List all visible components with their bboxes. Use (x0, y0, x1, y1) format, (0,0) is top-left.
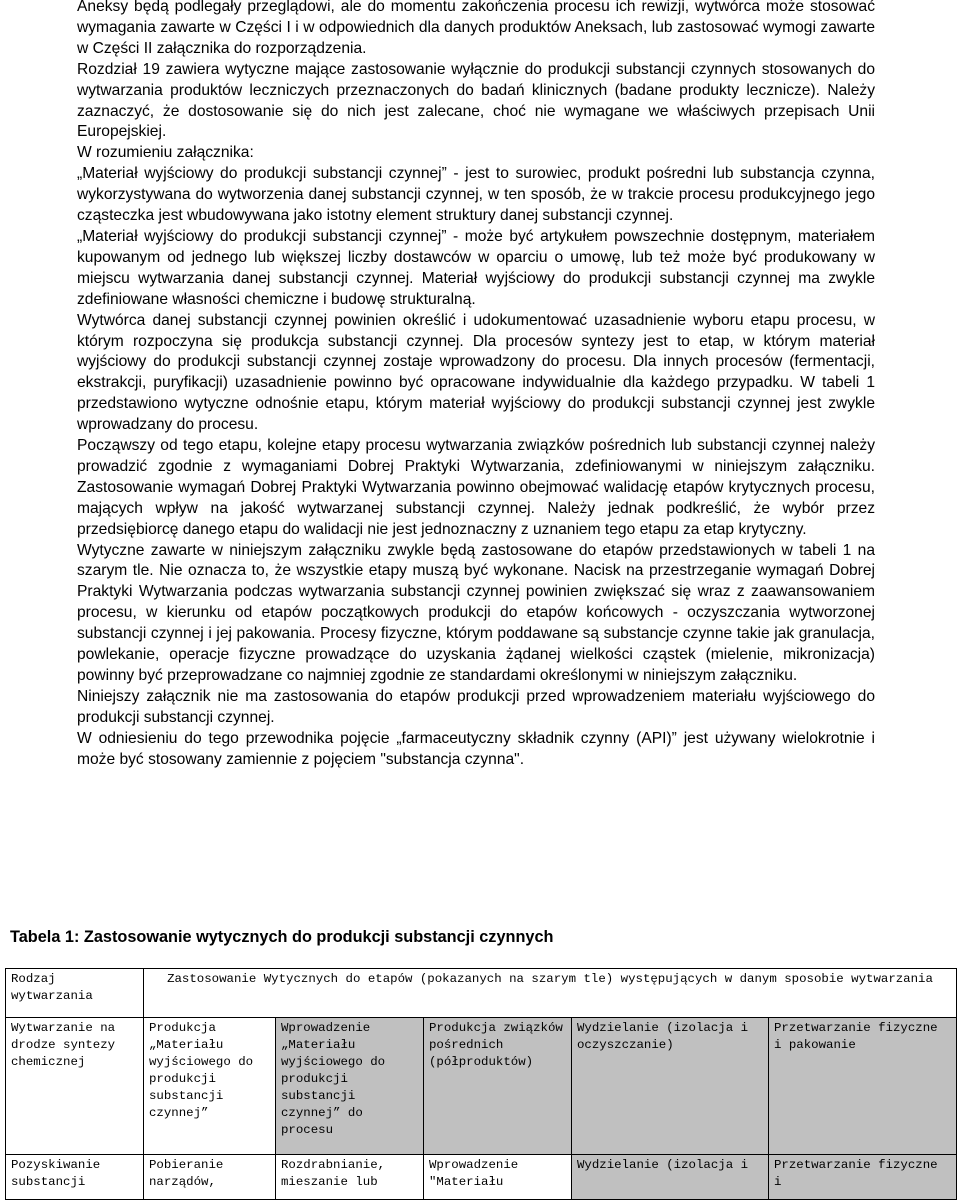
table-row (6, 1155, 957, 1200)
process-table (5, 968, 957, 1200)
body-text (77, 0, 875, 771)
table-header-row (6, 969, 957, 1018)
paragraph: W odniesieniu do tego przewodnika pojęcie „farmaceutyczny składnik czynny (API)” jest używany wielokrotnie i może być stosowany zamiennie z pojęciem "substancja czynna". (77, 729, 875, 768)
header-left-cell: Rodzaj wytwarzania (6, 969, 144, 1018)
paragraph: Niniejszy załącznik nie ma zastosowania do etapów produkcji przed wprowadzeniem materiału wyjściowego do produkcji substancji czynnej. (77, 687, 875, 726)
table-cell-shaded: Przetwarzanie fizyczne i pakowanie (769, 1018, 957, 1155)
paragraph: „Materiał wyjściowy do produkcji substancji czynnej” - może być artykułem powszechnie dostępnym, materiałem kupowanym od jednego lub większej liczby dostawców w oparciu o umowę, lub też może być produkowany w miejscu wytwarzania danej substancji czynnej. Materiał wyjściowy do produkcji substancji czynnej ma zwykle zdefiniowane własności chemiczne i budowę strukturalną. (77, 227, 875, 308)
table-cell: Wprowadzenie "Materiału (424, 1155, 572, 1200)
paragraph: Rozdział 19 zawiera wytyczne mające zastosowanie wyłącznie do produkcji substancji czynnych stosowanych do wytwarzania produktów leczniczych przeznaczonych do badań klinicznych (badane produkty lecznicze). Należy zaznaczyć, że dostosowanie się do nich jest zalecane, choć nie wymagane we właściwych przepisach Unii Europejskiej. (77, 60, 875, 141)
header-right-cell: Zastosowanie Wytycznych do etapów (pokazanych na szarym tle) występujących w danym sposobie wytwarzania (144, 969, 957, 1018)
table-title: Tabela 1: Zastosowanie wytycznych do produkcji substancji czynnych (10, 928, 554, 946)
paragraph: Wytyczne zawarte w niniejszym załączniku zwykle będą zastosowane do etapów przedstawionych w tabeli 1 na szarym tle. Nie oznacza to, że wszystkie etapy muszą być wykonane. Nacisk na przestrzeganie wymagań Dobrej Praktyki Wytwarzania podczas wytwarzania substancji czynnej powinien zwiększać się wraz z zaawansowaniem procesu, w kierunku od etapów początkowych produkcji do etapów końcowych - oczyszczania wytworzonej substancji czynnej i jej pakowania. Procesy fizyczne, którym poddawane są substancje czynne takie jak granulacja, powlekanie, operacje fizyczne prowadzące do uzyskania żądanej wielkości cząstek (mielenie, mikronizacja) powinny być przeprowadzane co najmniej zgodnie ze standardami określonymi w niniejszym załączniku. (77, 541, 875, 684)
table-cell-shaded: Wprowadzenie „Materiału wyjściowego do produkcji substancji czynnej” do procesu (276, 1018, 424, 1155)
paragraph: Począwszy od tego etapu, kolejne etapy procesu wytwarzania związków pośrednich lub substancji czynnej należy prowadzić zgodnie z wymaganiami Dobrej Praktyki Wytwarzania, zdefiniowanymi w niniejszym załączniku. Zastosowanie wymagań Dobrej Praktyki Wytwarzania powinno obejmować walidację etapów krytycznych procesu, mających wpływ na jakość wytwarzanej substancji czynnej. Należy jednak podkreślić, że wybór przez przedsiębiorcę danego etapu do walidacji nie jest jednoznaczny z uznaniem tego etapu za etap krytyczny. (77, 437, 875, 538)
table-cell-shaded: Przetwarzanie fizyczne i (769, 1155, 957, 1200)
table-cell: Pozyskiwanie substancji (6, 1155, 144, 1200)
paragraph: Wytwórca danej substancji czynnej powinien określić i udokumentować uzasadnienie wyboru etapu procesu, w którym rozpoczyna się produkcja substancji czynnej. Dla procesów syntezy jest to etap, w którym materiał wyjściowy do produkcji substancji czynnej zostaje wprowadzony do procesu. Dla innych procesów (fermentacji, ekstrakcji, puryfikacji) uzasadnienie powinno być opracowane indywidualnie dla każdego przypadku. W tabeli 1 przedstawiono wytyczne odnośnie etapu, którym materiał wyjściowy do produkcji substancji czynnej jest zwykle wprowadzany do procesu. (77, 311, 875, 434)
table-cell-shaded: Wydzielanie (izolacja i oczyszczanie) (572, 1018, 769, 1155)
table-cell-shaded: Produkcja związków pośrednich (półproduktów) (424, 1018, 572, 1155)
table-row (6, 1018, 957, 1155)
table-cell: Rozdrabnianie, mieszanie lub (276, 1155, 424, 1200)
table-cell: Produkcja „Materiału wyjściowego do produkcji substancji czynnej” (144, 1018, 276, 1155)
paragraph: Aneksy będą podlegały przeglądowi, ale do momentu zakończenia procesu ich rewizji, wytwórca może stosować wymagania zawarte w Części I i w odpowiednich dla danych produktów Aneksach, lub zastosować wymogi zawarte w Części II załącznika do rozporządzenia. (77, 0, 875, 57)
table-cell: Wytwarzanie na drodze syntezy chemicznej (6, 1018, 144, 1155)
paragraph: W rozumieniu załącznika: (77, 144, 254, 162)
paragraph: „Materiał wyjściowy do produkcji substancji czynnej” - jest to surowiec, produkt pośredni lub substancja czynna, wykorzystywana do wytworzenia danej substancji czynnej, w ten sposób, że w trakcie procesu produkcyjnego jego cząsteczka jest wbudowywana jako istotny element struktury danej substancji czynnej. (77, 165, 875, 225)
table-cell: Pobieranie narządów, (144, 1155, 276, 1200)
table-cell-shaded: Wydzielanie (izolacja i (572, 1155, 769, 1200)
